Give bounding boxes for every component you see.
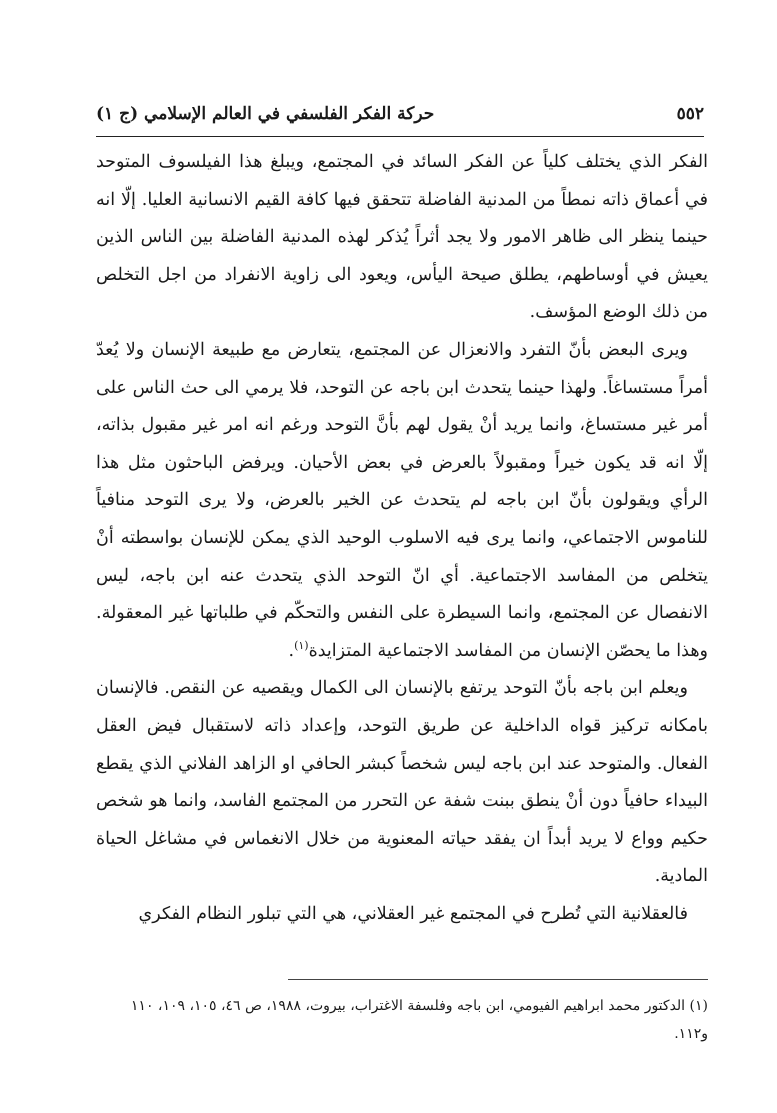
page-number: ٥٥٢ <box>676 104 704 124</box>
running-title: حركة الفكر الفلسفي في العالم الإسلامي (ج ١) <box>96 104 435 124</box>
paragraph-3-text: ويعلم ابن باجه بأنّ التوحد يرتفع بالإنسان الى الكمال ويقصيه عن النقص. فالإنسان بامكانه تركيز قواه الداخلية عن طريق التوحد، وإعداد ذاته لاستقبال فيض العقل الفعال. والمتوحد عند ابن باجه ليس شخصاً كبشر الحافي او الزاهد الفلاني الذي يقطع البيداء حافياً دون أنْ ينطق ببنت شفة عن التحرر من المجتمع الفاسد، وانما هو شخص حكيم وواع لا يريد أبداً ان يفقد حياته المعنوية من خلال الانغماس في مشاغل الحياة المادية. <box>96 678 708 887</box>
body-text <box>96 144 708 933</box>
paragraph-2 <box>96 332 708 670</box>
paragraph-2-text: ويرى البعض بأنّ التفرد والانعزال عن المجتمع، يتعارض مع طبيعة الإنسان ولا يُعدّ أمراً مستساغاً. ولهذا حينما يتحدث ابن باجه عن التوحد، فلا يرمي الى حث الناس على أمر غير مستساغ، وانما يريد أنْ يقول لهم بأنَّ التوحد ورغم انه امر غير مقبول بذاته، إلّا انه قد يكون خيراً ومقبولاً بالعرض في بعض الأحيان. ويرفض الباحثون مثل هذا الرأي ويقولون بأنّ ابن باجه لم يتحدث عن الخير بالعرض، ولا يرى التوحد منافياً للناموس الاجتماعي، وانما يرى فيه الاسلوب الوحيد الذي يمكن للإنسان بواسطته أنْ يتخلص من المفاسد الاجتماعية. أي انّ التوحد الذي يتحدث عنه ابن باجه، ليس الانفصال عن المجتمع، وانما السيطرة على النفس والتحكّم في طلباتها غير المعقولة. وهذا ما يحصّن الإنسان من المفاسد الاجتماعية المتزايدة <box>96 339 708 661</box>
paragraph-2-end: . <box>288 640 295 661</box>
footnote-text: (١) الدكتور محمد ابراهيم الفيومي، ابن باجه وفلسفة الاغتراب، بيروت، ١٩٨٨، ص ٤٦، ١٠٥، ١٠٩، ١١٠ و١١٢. <box>130 998 708 1042</box>
running-header <box>96 98 704 130</box>
paragraph-1 <box>96 144 708 332</box>
paragraph-4-text: فالعقلانية التي تُطرح في المجتمع غير العقلاني، هي التي تبلور النظام الفكري <box>138 903 688 924</box>
footnote-rule <box>288 979 708 980</box>
paragraph-3 <box>96 670 708 896</box>
header-rule <box>96 136 704 137</box>
paragraph-1-text: الفكر الذي يختلف كلياً عن الفكر السائد في المجتمع، ويبلغ هذا الفيلسوف المتوحد في أعماق ذاته نمطاً من المدنية الفاضلة تتحقق فيها كافة القيم الانسانية العليا. إلّا انه حينما ينظر الى ظاهر الامور ولا يجد أثراً يُذكر لهذه المدنية الفاضلة بين الناس الذين يعيش في أوساطهم، يطلق صيحة اليأس، ويعود الى زاوية الانفراد من اجل التخلص من ذلك الوضع المؤسف. <box>96 152 708 323</box>
footnote <box>96 992 708 1048</box>
footnote-marker: (١) <box>294 638 309 652</box>
paragraph-4 <box>96 896 708 934</box>
